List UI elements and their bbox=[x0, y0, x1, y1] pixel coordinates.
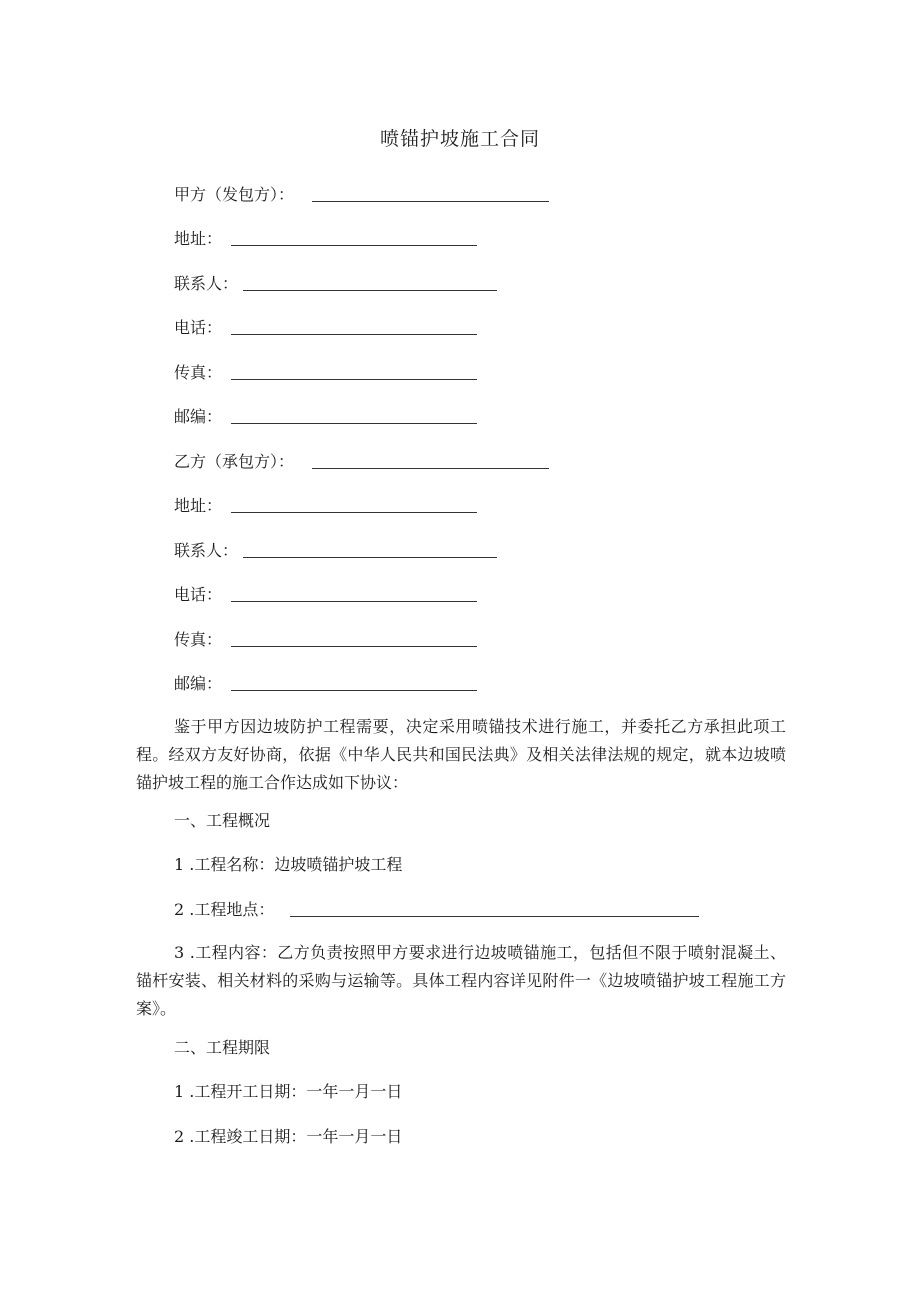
party-a-fax-label: 传真： bbox=[174, 363, 223, 382]
party-b-postcode-label: 邮编： bbox=[174, 674, 223, 693]
party-b-fax-field bbox=[174, 628, 222, 652]
party-a-address-field bbox=[174, 227, 222, 251]
party-a-postcode-field bbox=[174, 405, 222, 429]
section-1-item-3: 3 .工程内容：乙方负责按照甲方要求进行边坡喷锚施工，包括但不限于喷射混凝土、锚杆安装、相关材料的采购与运输等。具体工程内容详见附件一《边坡喷锚护坡工程施工方案》。 bbox=[136, 943, 786, 1018]
party-b-name-blank[interactable] bbox=[312, 468, 549, 469]
party-b-address-field bbox=[174, 494, 222, 518]
document-title: 喷锚护坡施工合同 bbox=[379, 128, 540, 150]
party-a-fax-blank[interactable] bbox=[231, 379, 477, 380]
party-a-phone-field bbox=[174, 316, 222, 340]
party-b-fax-blank[interactable] bbox=[231, 646, 477, 647]
party-a-name-field bbox=[174, 183, 294, 207]
party-a-name-blank[interactable] bbox=[312, 201, 549, 202]
party-b-contact-field bbox=[174, 539, 238, 563]
party-b-postcode-blank[interactable] bbox=[231, 690, 477, 691]
section-2-heading: 二、工程期限 bbox=[174, 1038, 271, 1057]
party-b-phone-label: 电话： bbox=[174, 585, 223, 604]
party-a-name-label: 甲方（发包方）： bbox=[174, 185, 295, 204]
party-b-contact-label: 联系人： bbox=[174, 541, 239, 560]
party-a-address-label: 地址： bbox=[174, 229, 223, 248]
party-b-phone-field bbox=[174, 583, 222, 607]
party-b-phone-blank[interactable] bbox=[231, 601, 477, 602]
section-2-item-1: 1 .工程开工日期：一年一月一日 bbox=[174, 1082, 403, 1101]
party-b-postcode-field bbox=[174, 672, 222, 696]
party-b-name-label: 乙方（承包方）： bbox=[174, 452, 295, 471]
party-a-contact-field bbox=[174, 272, 238, 296]
party-b-address-label: 地址： bbox=[174, 496, 223, 515]
party-a-phone-blank[interactable] bbox=[231, 334, 477, 335]
party-b-contact-blank[interactable] bbox=[243, 557, 497, 558]
party-a-fax-field bbox=[174, 361, 222, 385]
party-a-address-blank[interactable] bbox=[231, 245, 477, 246]
section-1-item-2-label: 2 .工程地点： bbox=[174, 900, 275, 919]
party-b-fax-label: 传真： bbox=[174, 630, 223, 649]
party-a-contact-label: 联系人： bbox=[174, 274, 239, 293]
project-location-blank[interactable] bbox=[290, 916, 699, 917]
party-b-name-field bbox=[174, 450, 294, 474]
preamble-paragraph: 鉴于甲方因边坡防护工程需要，决定采用喷锚技术进行施工，并委托乙方承担此项工程。经双方友好协商，依据《中华人民共和国民法典》及相关法律法规的规定，就本边坡喷锚护坡工程的施工合作达成如下协议： bbox=[136, 717, 786, 792]
party-b-address-blank[interactable] bbox=[231, 512, 477, 513]
section-1-item-1: 1 .工程名称：边坡喷锚护坡工程 bbox=[174, 855, 403, 874]
party-a-contact-blank[interactable] bbox=[243, 290, 497, 291]
party-a-phone-label: 电话： bbox=[174, 318, 223, 337]
section-1-item-2 bbox=[174, 898, 274, 922]
party-a-postcode-label: 邮编： bbox=[174, 407, 223, 426]
party-a-postcode-blank[interactable] bbox=[231, 423, 477, 424]
section-2-item-2: 2 .工程竣工日期：一年一月一日 bbox=[174, 1127, 403, 1146]
section-1-heading: 一、工程概况 bbox=[174, 811, 271, 830]
